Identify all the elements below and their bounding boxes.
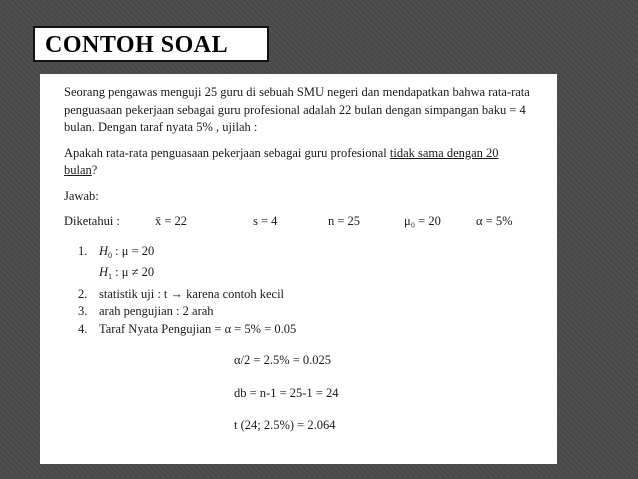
step-text: arah pengujian : 2 arah [99, 304, 214, 318]
step-number: 1. [78, 243, 88, 258]
slide-title-box [33, 26, 269, 62]
step-text: statistik uji : t → karena contoh kecil [99, 286, 285, 301]
document-page [40, 74, 557, 464]
step-4 [78, 321, 535, 339]
step-number: 2. [78, 286, 88, 301]
known-alpha: α = 5% [476, 214, 513, 228]
step-number: 3. [78, 304, 88, 318]
slide-title: CONTOH SOAL [45, 32, 229, 58]
known-std: s = 4 [253, 214, 278, 228]
question-underlined: bulan [64, 163, 92, 177]
step-text: Taraf Nyata Pengujian = α = 5% = 0.05 [99, 321, 297, 336]
step-3 [78, 303, 535, 321]
known-mean: x̄ = 22 [155, 214, 188, 228]
known-n: n = 25 [328, 214, 361, 228]
problem-line: penguasaan pekerjaan sebagai guru profesional adalah 22 bulan dengan simpangan baku = 4 [64, 102, 526, 117]
problem-line: bulan. Dengan taraf nyata 5% , ujilah : [64, 120, 258, 134]
step-2 [78, 286, 535, 304]
calc-df: db = n-1 = 25-1 = 24 [234, 385, 339, 400]
known-label: Diketahui : [64, 214, 120, 228]
step-1 [78, 243, 535, 265]
question-underlined: tidak sama dengan 20 [389, 145, 499, 160]
known-mu0: μ₀ = 20 [404, 214, 441, 228]
calc-t-value: t (24; 2.5%) = 2.064 [234, 418, 336, 432]
known-values [64, 213, 535, 231]
calc-alpha-half: α/2 = 2.5% = 0.025 [234, 353, 332, 367]
hypothesis-h0: $H_0$ : μ = 20 [99, 243, 155, 260]
question-text: Apakah rata-rata penguasaan pekerjaan sebagai guru profesional [64, 145, 390, 160]
problem-line: Seorang pengawas menguji 25 guru di sebuah SMU negeri dan mendapatkan bahwa rata-rata [64, 85, 530, 99]
question [64, 145, 535, 180]
question-text: ? [91, 163, 98, 177]
hypothesis-h1: $H_1$ : μ ≠ 20 [99, 265, 155, 281]
answer-label: Jawab: [64, 188, 99, 203]
step-number: 4. [78, 321, 88, 336]
problem-statement [64, 84, 535, 137]
